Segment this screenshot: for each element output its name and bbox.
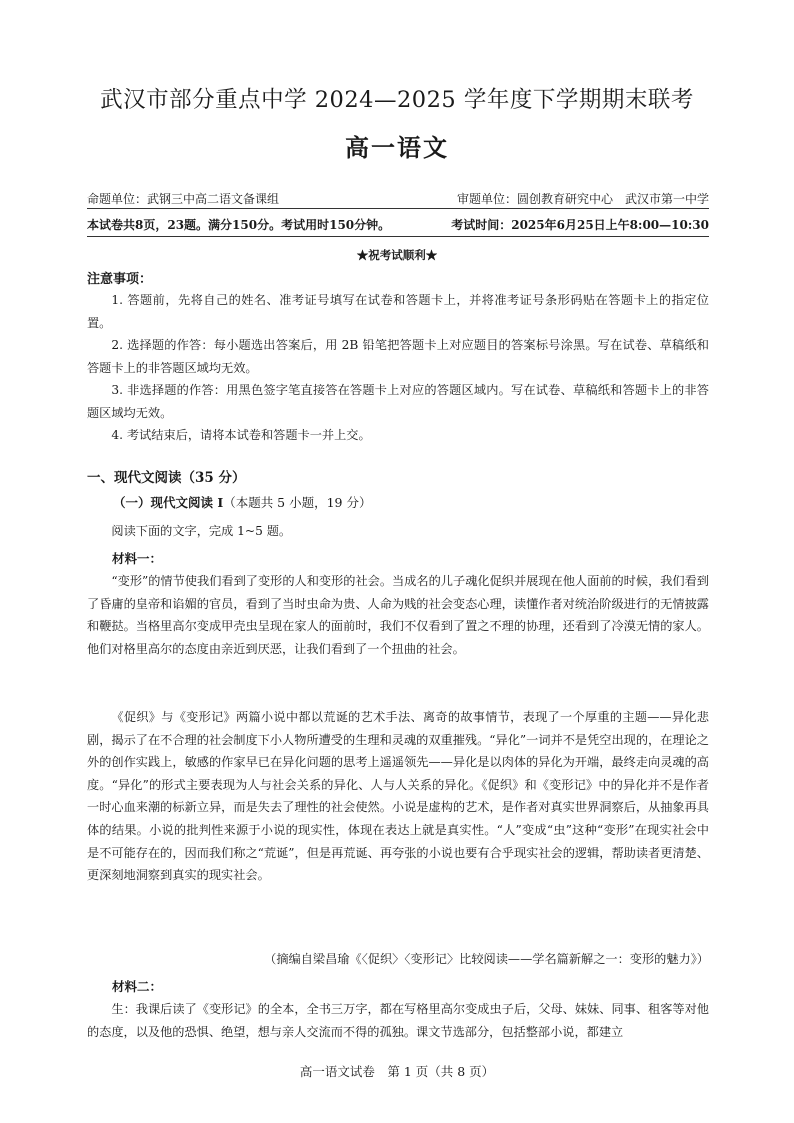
material1-label: 材料一： [112,551,163,566]
exam-info-row [87,216,709,233]
notice-title: 注意事项： [87,272,153,287]
material1-paragraph-1: “变形”的情节使我们看到了变形的人和变形的社会。当成名的儿子魂化促织并展现在他人面前的时候，我们看到了昏庸的皇帝和谄媚的官员，看到了当时虫命为贵、人命为贱的社会变态心理，读懂作者对统治阶级进行的无情披露和鞭挞。当格里高尔变成甲壳虫呈现在家人的面前时，我们不仅看到了置之不理的协理，还看到了冷漠无情的家人。他们对格里高尔的态度由亲近到厌恶，让我们看到了一个扭曲的社会。 [87,574,709,656]
subsection-heading [87,493,371,511]
page-footer: 高一语文试卷 第 1 页（共 8 页） [299,1064,495,1079]
good-luck-banner: ★祝考试顺利★ [356,248,438,262]
notice-item-2: 2. 选择题的作答：每小题选出答案后，用 2B 铅笔把答题卡上对应题目的答案标号涂黑。写在试卷、草稿纸和答题卡上的非答题区域均无效。 [87,338,709,375]
notice-item-3: 3. 非选择题的作答：用黑色签字笔直接答在答题卡上对应的答题区域内。写在试卷、草稿纸和答题卡上的非答题区域均无效。 [87,383,709,420]
setter-unit: 命题单位：武钢三中高二语文备课组 [87,192,280,206]
subsection-title: （一）现代文阅读 I [113,495,224,510]
material2-paragraph-1: 生：我课后读了《变形记》的全本，全书三万字，都在写格里高尔变成虫子后，父母、妹妹、同事、租客等对他的态度，以及他的恐惧、绝望，想与亲人交流而不得的孤独。课文节选部分，包括整部小说，都建立 [87,1002,709,1039]
exam-title: 武汉市部分重点中学 2024—2025 学年度下学期期末联考 [100,87,694,113]
reviewer-unit: 审题单位：圆创教育研究中心 武汉市第一中学 [456,192,709,206]
exam-meta-row [87,190,709,207]
reading-instruction: 阅读下面的文字，完成 1~5 题。 [111,524,292,538]
exam-info: 本试卷共8页，23题。满分150分。考试用时150分钟。 [87,218,391,232]
material1-source: （摘编自梁昌瑜《〈促织〉〈变形记〉比较阅读——学名篇新解之一：变形的魅力》） [264,952,709,966]
notice-item-4: 4. 考试结束后，请将本试卷和答题卡一并上交。 [111,428,371,442]
subject-title: 高一语文 [345,133,449,162]
exam-time: 考试时间：2025年6月25日上午8:00—10:30 [451,218,709,232]
subsection-info: （本题共 5 小题，19 分） [223,495,372,510]
material2-label: 材料二： [112,979,163,994]
divider-bottom [87,236,709,237]
notice-item-1: 1. 答题前，先将自己的姓名、准考证号填写在试卷和答题卡上，并将准考证号条形码贴在答题卡上的指定位置。 [87,293,709,330]
material1-paragraph-2: 《促织》与《变形记》两篇小说中都以荒诞的艺术手法、离奇的故事情节，表现了一个厚重的主题——异化悲剧，揭示了在不合理的社会制度下小人物所遭受的生理和灵魂的双重摧残。“异化”一词并不是凭空出现的，在理论之外的创作实践上，敏感的作家早已在异化问题的思考上遥遥领先——异化是以肉体的异化为开端，最终走向灵魂的高度。“异化”的形式主要表现为人与社会关系的异化、人与人关系的异化。《促织》和《变形记》中的异化并不是作者一时心血来潮的标新立异，而是失去了理性的社会使然。小说是虚构的艺术，是作者对真实世界洞察后，从抽象再具体的结果。小说的批判性来源于小说的现实性，体现在表达上就是真实性。“人”变成“虫”这种“变形”在现实社会中是不可能存在的，因而我们称之“荒诞”，但是再荒诞、再夸张的小说也要有合乎现实社会的逻辑，帮助读者更清楚、更深刻地洞察到真实的现实社会。 [87,710,709,883]
section-heading: 一、现代文阅读（35 分） [87,470,246,486]
divider-top [87,208,709,209]
